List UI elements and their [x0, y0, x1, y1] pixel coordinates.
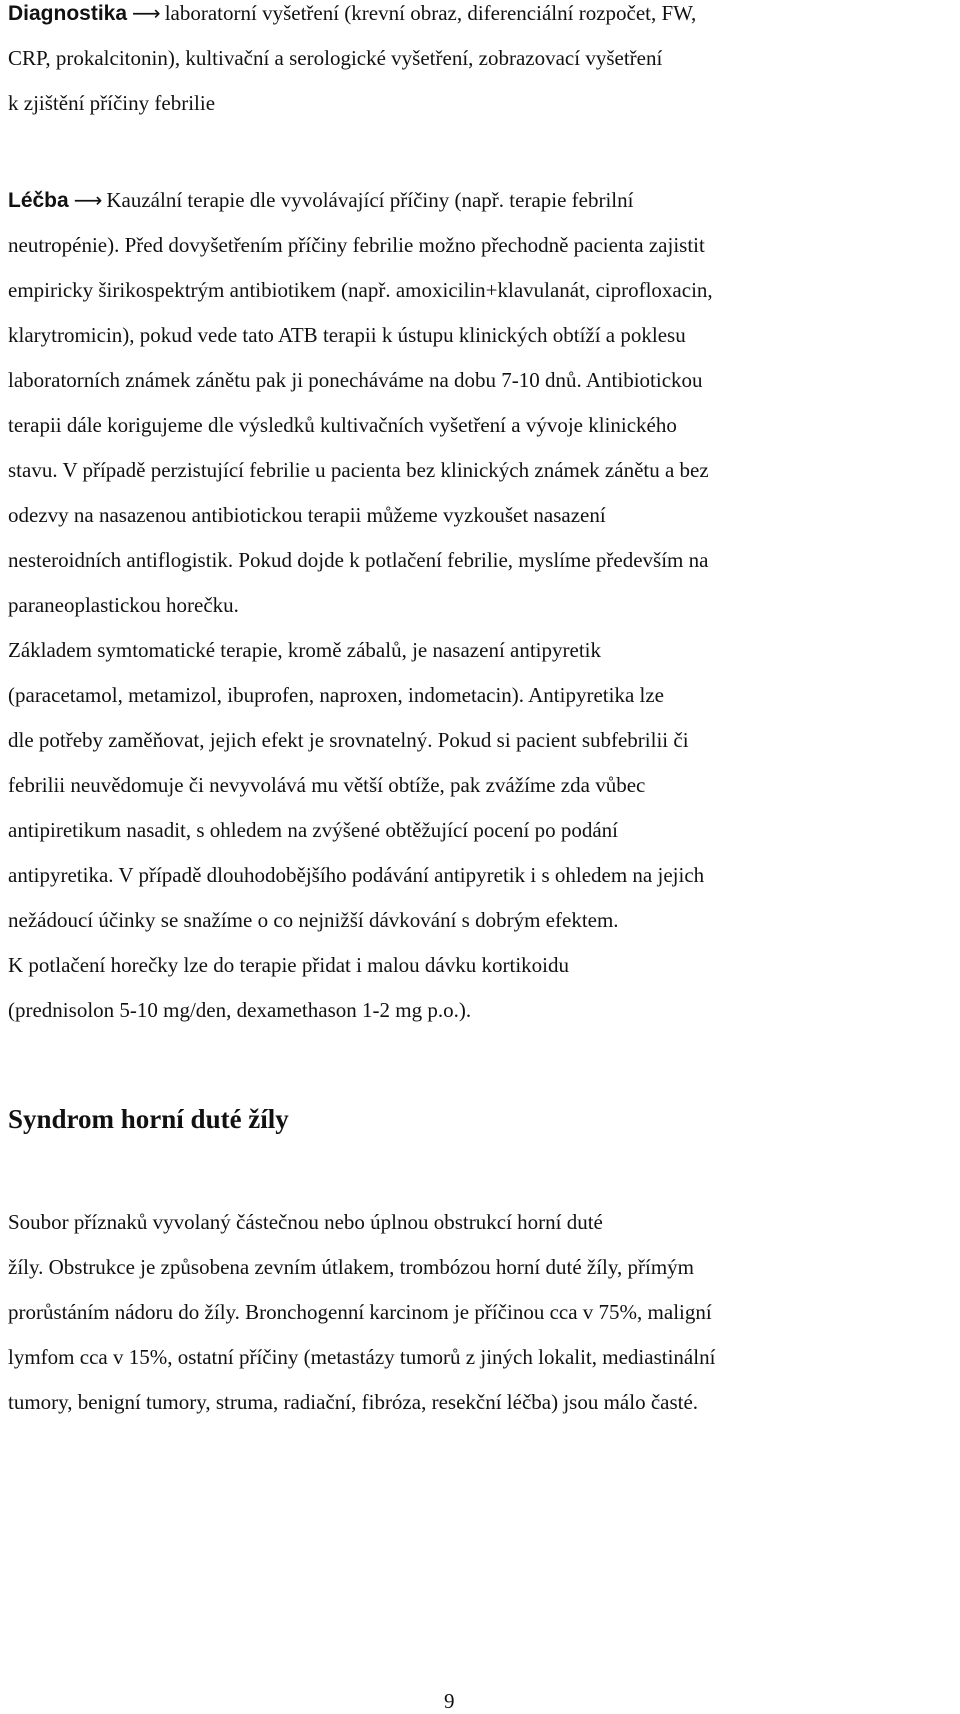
lecba-line: antipiretikum nasadit, s ohledem na zvýšené obtěžující pocení po podání: [8, 818, 618, 842]
syndrom-line: Soubor příznaků vyvolaný částečnou nebo úplnou obstrukcí horní duté: [8, 1210, 603, 1234]
right-arrow-icon: ⟶: [132, 1, 161, 25]
section-heading: Syndrom horní duté žíly: [8, 1104, 289, 1134]
diagnostika-line-2: CRP, prokalcitonin), kultivační a serologické vyšetření, zobrazovací vyšetření: [8, 46, 663, 70]
diagnostika-line-1: [8, 0, 696, 27]
lecba-line: (paracetamol, metamizol, ibuprofen, naproxen, indometacin). Antipyretika lze: [8, 683, 665, 707]
syndrom-line: lymfom cca v 15%, ostatní příčiny (metastázy tumorů z jiných lokalit, mediastinální: [8, 1345, 716, 1369]
syndrom-line: prorůstáním nádoru do žíly. Bronchogenní karcinom je příčinou cca v 75%, maligní: [8, 1300, 712, 1324]
diagnostika-label: Diagnostika: [8, 2, 128, 25]
lecba-line-1: [8, 187, 633, 214]
lecba-line: antipyretika. V případě dlouhodobějšího podávání antipyretik i s ohledem na jejich: [8, 863, 705, 887]
page-number: 9: [444, 1689, 455, 1713]
lecba-line: nesteroidních antiflogistik. Pokud dojde k potlačení febrilie, myslíme především na: [8, 548, 709, 572]
lecba-line: terapii dále korigujeme dle výsledků kultivačních vyšetření a vývoje klinického: [8, 413, 677, 437]
diagnostika-line-3: k zjištění příčiny febrilie: [8, 91, 216, 115]
lecba-line: K potlačení horečky lze do terapie přidat i malou dávku kortikoidu: [8, 953, 569, 977]
lecba-line: odezvy na nasazenou antibiotickou terapii můžeme vyzkoušet nasazení: [8, 503, 606, 527]
lecba-line: empiricky širikospektrým antibiotikem (např. amoxicilin+klavulanát, ciprofloxacin,: [8, 278, 713, 302]
lecba-line: neutropénie). Před dovyšetřením příčiny febrilie možno přechodně pacienta zajistit: [8, 233, 705, 257]
lecba-line: laboratorních známek zánětu pak ji ponecháváme na dobu 7-10 dnů. Antibiotickou: [8, 368, 703, 392]
lecba-line: paraneoplastickou horečku.: [8, 593, 239, 617]
lecba-line: febrilii neuvědomuje či nevyvolává mu větší obtíže, pak zvážíme zda vůbec: [8, 773, 646, 797]
syndrom-line: tumory, benigní tumory, struma, radiační, fibróza, resekční léčba) jsou málo časté.: [8, 1390, 699, 1414]
lecba-label: Léčba: [8, 189, 69, 212]
lecba-line: klarytromicin), pokud vede tato ATB terapii k ústupu klinických obtíží a poklesu: [8, 323, 686, 347]
diagnostika-text: laboratorní vyšetření (krevní obraz, diferenciální rozpočet, FW,: [164, 1, 697, 25]
right-arrow-icon: ⟶: [73, 188, 103, 212]
lecba-line: stavu. V případě perzistující febrilie u pacienta bez klinických známek zánětu a bez: [8, 458, 709, 482]
lecba-line: (prednisolon 5-10 mg/den, dexamethason 1-2 mg p.o.).: [8, 998, 472, 1022]
lecba-line: nežádoucí účinky se snažíme o co nejnižší dávkování s dobrým efektem.: [8, 908, 619, 932]
lecba-text: Kauzální terapie dle vyvolávající příčiny (např. terapie febrilní: [106, 188, 634, 212]
lecba-line: dle potřeby zaměňovat, jejich efekt je srovnatelný. Pokud si pacient subfebrilii či: [8, 728, 689, 752]
lecba-line: Základem symtomatické terapie, kromě zábalů, je nasazení antipyretik: [8, 638, 602, 662]
syndrom-line: žíly. Obstrukce je způsobena zevním útlakem, trombózou horní duté žíly, přímým: [8, 1255, 695, 1279]
